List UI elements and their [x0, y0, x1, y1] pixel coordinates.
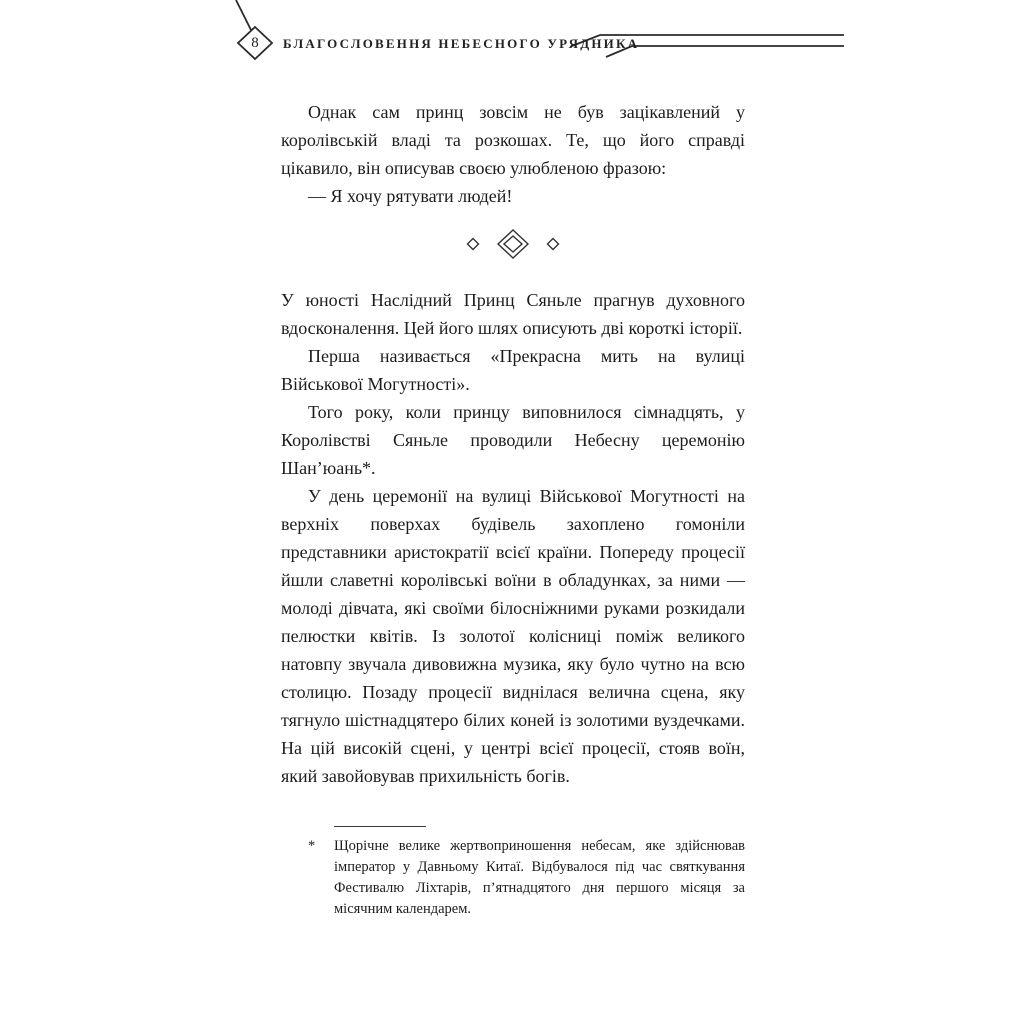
- page-body: [281, 98, 745, 920]
- diamonds-ornament-icon: [428, 225, 598, 263]
- footnote-text: Щорічне велике жертвоприношення небесам, яке здійснював імператор у Давньому Китаї. Відбувалося під час святкування Фестивалю Ліхтарів, п’ятнадцятого дня першого місяця за місячним календарем.: [334, 838, 745, 917]
- paragraph-3: У юності Наслідний Принц Сяньле прагнув духовного вдосконалення. Цей його шлях описують дві короткі історії.: [281, 290, 745, 338]
- section-divider: [281, 225, 745, 263]
- paragraph-5: Того року, коли принцу виповнилося сімнадцять, у Королівстві Сяньле проводили Небесну церемонію Шан’юань*.: [281, 402, 745, 478]
- paragraph-1: Однак сам принц зовсім не був зацікавлений у королівській владі та розкошах. Те, що його справді цікавило, він описував своєю улюбленою фразою:: [281, 102, 745, 178]
- paragraph-2-dialogue-line: — Я хочу рятувати людей!: [308, 186, 513, 206]
- page-number: 8: [251, 35, 259, 51]
- paragraph-6: У день церемонії на вулиці Військової Могутності на верхніх поверхах будівель захоплено гомоніли представники аристократії всієї країни. Попереду процесії йшли славетні королівські воїни в обладунках, за ними — молоді дівчата, які своїми білосніжними руками розкидали пелюстки квітів. Із золотої колісниці поміж великого натовпу звучала дивовижна музика, яку було чутно на всю столицю. Позаду процесії виднілася велична сцена, яку тягнуло шістнадцятеро білих коней із золотими вуздечками. На цій високій сцені, у центрі всієї процесії, стояв воїн, який завойовував прихильність богів.: [281, 486, 745, 786]
- paragraph-4: Перша називається «Прекрасна мить на вулиці Військової Могутності».: [281, 346, 745, 394]
- footnote-rule: [334, 826, 426, 827]
- header-decoration-lines: [0, 0, 1024, 70]
- footnote-row: [308, 836, 745, 920]
- footnote-marker: *: [308, 838, 316, 854]
- page-header: [0, 0, 1024, 70]
- footnote: [308, 826, 745, 920]
- running-header-title: БЛАГОСЛОВЕННЯ НЕБЕСНОГО УРЯДНИКА: [283, 36, 640, 51]
